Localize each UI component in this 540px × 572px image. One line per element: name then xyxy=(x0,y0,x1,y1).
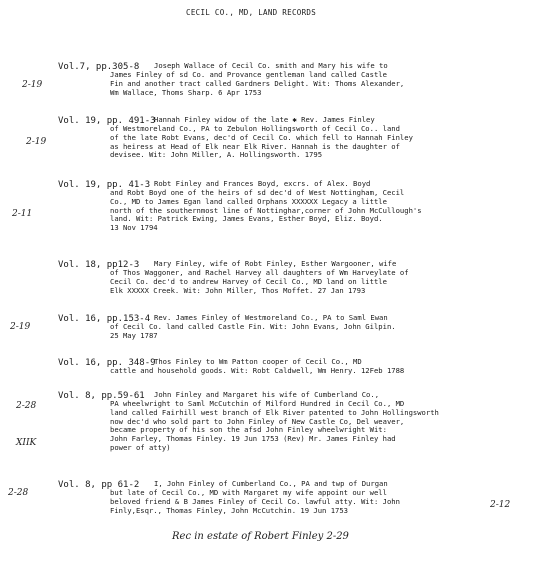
entry-line: but late of Cecil Co., MD with Margaret my wife appoint our well xyxy=(110,489,387,497)
entry-line: Thos Finley to Wm Patton cooper of Cecil Co., MD xyxy=(154,358,362,366)
entry-line: as heiress at Head of Elk near Elk River. Hannah is the daughter of xyxy=(110,142,400,151)
entry-text xyxy=(154,180,528,189)
page-title: CECIL CO., MD, LAND RECORDS xyxy=(186,8,317,17)
entry-text-cont xyxy=(110,71,528,97)
entry-line: 25 May 1787 xyxy=(110,331,158,340)
entry-text-cont xyxy=(110,323,528,341)
entry-text-cont xyxy=(110,489,528,515)
entry-line: Mary Finley, wife of Robt Finley, Esther Wargooner, wife xyxy=(154,260,397,268)
entry-line: of Thos Waggoner, and Rachel Harvey all daughters of Wm Harveylate of xyxy=(110,269,409,277)
entry-line: I, John Finley of Cumberland Co., PA and twp of Durgan xyxy=(154,480,388,488)
entry-line: devisee. Wit: John Miller, A. Hollingsworth. 1795 xyxy=(110,151,323,160)
entry-text-cont xyxy=(110,367,528,376)
volume-ref: Vol.7, pp.305-8 xyxy=(58,62,140,72)
entry-line: now dec'd who sold part to John Finley of New Castle Co, Del weaver, xyxy=(110,417,405,426)
entry-line: 13 Nov 1794 xyxy=(110,224,158,233)
volume-ref: Vol. 19, pp. 41-3 xyxy=(58,180,151,190)
margin-note: 2-19 xyxy=(10,322,31,332)
entry-text xyxy=(154,358,528,367)
entry-text-cont xyxy=(110,189,528,233)
entry-line: Cecil Co. dec'd to andrew Harvey of Cecil Co., MD land on little xyxy=(110,277,387,286)
entry-line: Elk XXXXX Creek. Wit: John Miller, Thos Moffet. 27 Jan 1793 xyxy=(110,286,366,295)
entry-line: of Cecil Co. land called Castle Fin. Wit: John Evans, John Gilpin. xyxy=(110,323,396,331)
entry-line: power of atty) xyxy=(110,443,171,452)
entry-line: John Finley and Margaret his wife of Cumberland Co., xyxy=(154,391,380,399)
entry-line: Robt Finley and Frances Boyd, excrs. of Alex. Boyd xyxy=(154,180,371,188)
entry-text-cont xyxy=(110,125,528,160)
entry-text-cont xyxy=(110,400,528,453)
entry-line: Joseph Wallace of Cecil Co. smith and Mary his wife to xyxy=(154,62,388,70)
volume-ref: Vol. 16, pp.153-4 xyxy=(58,314,151,324)
entry-text xyxy=(154,480,528,489)
margin-note: 2-19 xyxy=(26,137,47,147)
margin-note: 2-11 xyxy=(12,209,33,219)
entry-line: and Robt Boyd one of the heirs of sd dec'd of West Nottingham, Cecil xyxy=(110,189,405,197)
entry-line: Co., MD to James Egan land called Orphans XXXXXX Legacy a little xyxy=(110,197,387,206)
entry-line: James Finley of sd Co. and Provance gentleman land called Castle xyxy=(110,71,387,79)
right-margin-note: 2-12 xyxy=(490,500,511,510)
entry-line: of the late Robt Evans, dec'd of Cecil Co. which fell to Hannah Finley xyxy=(110,133,413,142)
margin-note: 2-28 xyxy=(16,401,37,411)
entry-text xyxy=(154,314,528,323)
volume-ref: Vol. 16, pp. 348-9 xyxy=(58,358,156,368)
entry-line: Wm Wallace, Thoms Sharp. 6 Apr 1753 xyxy=(110,88,262,97)
entry-line: of Westmoreland Co., PA to Zebulon Hollingsworth of Cecil Co.. land xyxy=(110,125,400,133)
volume-ref: Vol. 8, pp 61-2 xyxy=(58,480,140,490)
handwritten-footer-note: Rec in estate of Robert Finley 2-29 xyxy=(172,531,349,542)
entry-line: beloved friend & B James Finley of Cecil Co. lawful atty. Wit: John xyxy=(110,497,400,506)
entry-line: became property of his son the afsd John Finley wheelwright Wit: xyxy=(110,426,387,435)
entry-line: Fin and another tract called Gardners Delight. Wit: Thoms Alexander, xyxy=(110,79,405,88)
volume-ref: Vol. 18, pp12-3 xyxy=(58,260,140,270)
entry-text-cont xyxy=(110,269,528,295)
margin-note: 2-19 xyxy=(22,80,43,90)
volume-ref: Vol. 8, pp.59-61 xyxy=(58,391,145,401)
entry-line: Rev. James Finley of Westmoreland Co., PA to Saml Ewan xyxy=(154,314,388,322)
entry-text xyxy=(154,391,528,400)
margin-note-secondary: XIIK xyxy=(16,438,37,448)
entry-line: land called Fairhill west branch of Elk River patented to John Hollingsworth xyxy=(110,408,439,417)
entry-text xyxy=(154,260,528,269)
margin-note: 2-28 xyxy=(8,488,29,498)
entry-text xyxy=(154,116,528,125)
entry-line: north of the southernmost line of Nottinghar,corner of John McCullough's xyxy=(110,206,422,215)
entry-text xyxy=(154,62,528,71)
entry-line: PA wheelwright to Saml McCutchin of Milford Hundred in Cecil Co., MD xyxy=(110,400,405,408)
entry-line: Finly,Esqr., Thomas Finley, John McCutchin. 19 Jun 1753 xyxy=(110,506,348,515)
entry-line: cattle and household goods. Wit: Robt Caldwell, Wm Henry. 12Feb 1788 xyxy=(110,367,405,375)
entry-line: land. Wit: Patrick Ewing, James Evans, Esther Boyd, Eliz. Boyd. xyxy=(110,215,383,224)
entry-line: John Farley, Thomas Finley. 19 Jun 1753 (Rev) Mr. James Finley had xyxy=(110,435,396,444)
volume-ref: Vol. 19, pp. 491-3 xyxy=(58,116,156,126)
entry-line: Hannah Finley widow of the late ✱ Rev. James Finley xyxy=(154,116,375,124)
